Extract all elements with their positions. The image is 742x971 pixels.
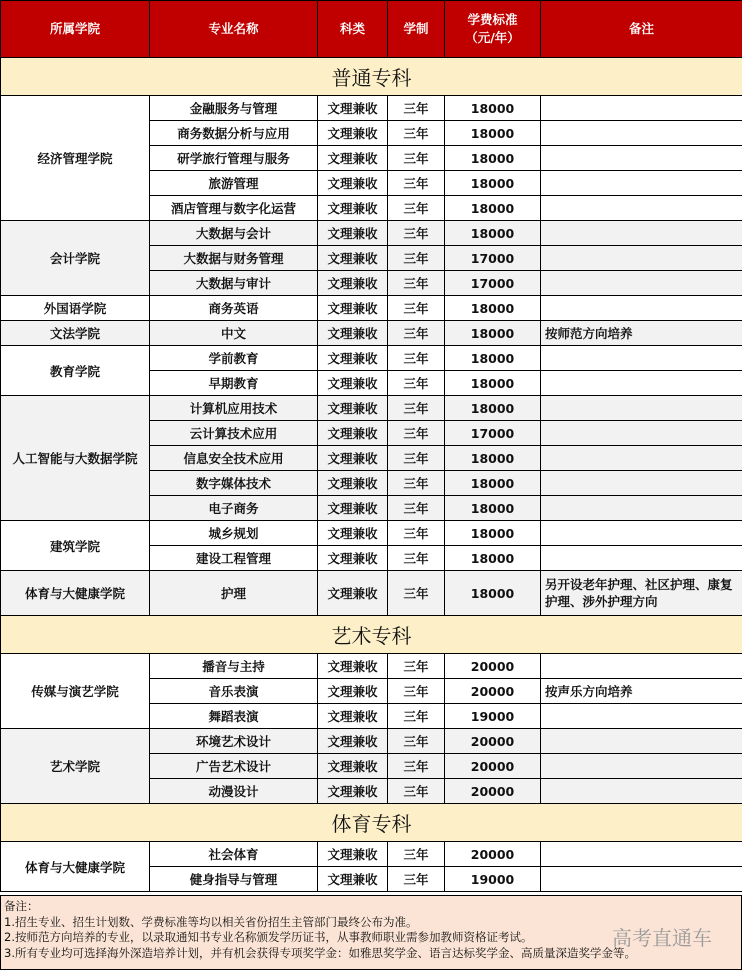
remark [541,496,742,521]
college-cell: 经济管理学院 [1,96,150,221]
tuition-fee: 18000 [445,96,541,121]
major-name: 社会体育 [150,842,318,867]
remark [541,704,742,729]
major-name: 旅游管理 [150,171,318,196]
subject-type: 文理兼收 [318,521,388,546]
college-cell: 人工智能与大数据学院 [1,396,150,521]
tuition-fee: 20000 [445,654,541,679]
major-name: 大数据与会计 [150,221,318,246]
duration: 三年 [388,146,445,171]
section-band [1,616,742,654]
section-title: 艺术专科 [1,616,742,654]
major-name: 音乐表演 [150,679,318,704]
tuition-fee: 18000 [445,146,541,171]
table-row [1,96,742,121]
major-name: 环境艺术设计 [150,729,318,754]
duration: 三年 [388,654,445,679]
subject-type: 文理兼收 [318,296,388,321]
remark [541,121,742,146]
duration: 三年 [388,221,445,246]
duration: 三年 [388,321,445,346]
section-band [1,804,742,842]
remark [541,246,742,271]
tuition-fee: 19000 [445,704,541,729]
remark [541,346,742,371]
tuition-fee: 18000 [445,571,541,616]
remark [541,546,742,571]
subject-type: 文理兼收 [318,271,388,296]
tuition-fee: 19000 [445,867,541,892]
duration: 三年 [388,842,445,867]
duration: 三年 [388,296,445,321]
tuition-fee: 17000 [445,271,541,296]
footer-note: 1.招生专业、招生计划数、学费标准等均以相关省份招生主管部门最终公布为准。 [4,914,418,929]
tuition-fee: 20000 [445,754,541,779]
remark [541,842,742,867]
duration: 三年 [388,171,445,196]
duration: 三年 [388,246,445,271]
duration: 三年 [388,867,445,892]
duration: 三年 [388,121,445,146]
college-cell: 外国语学院 [1,296,150,321]
remark: 按声乐方向培养 [541,679,742,704]
major-name: 中文 [150,321,318,346]
subject-type: 文理兼收 [318,546,388,571]
table-row [1,221,742,246]
subject-type: 文理兼收 [318,221,388,246]
major-name: 健身指导与管理 [150,867,318,892]
tuition-fee: 20000 [445,779,541,804]
subject-type: 文理兼收 [318,754,388,779]
subject-type: 文理兼收 [318,346,388,371]
tuition-fee: 18000 [445,471,541,496]
header-years: 学制 [388,1,445,58]
footer-note: 2.按师范方向培养的专业，以录取通知书专业名称颁发学历证书，从事教师职业需参加教师资格证考试。 [4,930,533,944]
major-name: 信息安全技术应用 [150,446,318,471]
major-name: 计算机应用技术 [150,396,318,421]
major-name: 播音与主持 [150,654,318,679]
major-name: 酒店管理与数字化运营 [150,196,318,221]
major-name: 商务数据分析与应用 [150,121,318,146]
major-name: 研学旅行管理与服务 [150,146,318,171]
subject-type: 文理兼收 [318,96,388,121]
table-header-row [1,1,742,58]
major-name: 早期教育 [150,371,318,396]
subject-type: 文理兼收 [318,571,388,616]
duration: 三年 [388,471,445,496]
college-cell: 艺术学院 [1,729,150,804]
subject-type: 文理兼收 [318,121,388,146]
tuition-fee: 17000 [445,421,541,446]
major-name: 城乡规划 [150,521,318,546]
tuition-fee: 18000 [445,346,541,371]
major-name: 广告艺术设计 [150,754,318,779]
section-band [1,58,742,96]
subject-type: 文理兼收 [318,371,388,396]
duration: 三年 [388,704,445,729]
college-cell: 建筑学院 [1,521,150,571]
duration: 三年 [388,271,445,296]
college-cell: 体育与大健康学院 [1,842,150,892]
section-title: 体育专科 [1,804,742,842]
duration: 三年 [388,371,445,396]
header-college: 所属学院 [1,1,150,58]
table-row [1,521,742,546]
tuition-fee: 18000 [445,296,541,321]
remark [541,654,742,679]
footer-note: 3.所有专业均可选择海外深造培养计划，并有机会获得专项奖学金：如雅思奖学金、语言达标奖学金、高质量深造奖学金等。 [4,945,636,960]
duration: 三年 [388,546,445,571]
subject-type: 文理兼收 [318,246,388,271]
subject-type: 文理兼收 [318,471,388,496]
remark: 按师范方向培养 [541,321,742,346]
subject-type: 文理兼收 [318,421,388,446]
major-name: 护理 [150,571,318,616]
duration: 三年 [388,754,445,779]
subject-type: 文理兼收 [318,842,388,867]
remark [541,371,742,396]
subject-type: 文理兼收 [318,729,388,754]
tuition-fee: 17000 [445,246,541,271]
remark [541,196,742,221]
tuition-fee: 18000 [445,321,541,346]
remark [541,729,742,754]
remark [541,779,742,804]
major-name: 数字媒体技术 [150,471,318,496]
tuition-fee: 18000 [445,171,541,196]
subject-type: 文理兼收 [318,779,388,804]
remark [541,221,742,246]
major-name: 云计算技术应用 [150,421,318,446]
table-row [1,346,742,371]
major-name: 大数据与财务管理 [150,246,318,271]
major-name: 电子商务 [150,496,318,521]
table-row [1,842,742,867]
tuition-fee: 18000 [445,496,541,521]
college-cell: 教育学院 [1,346,150,396]
duration: 三年 [388,496,445,521]
tuition-fee: 18000 [445,521,541,546]
remark [541,471,742,496]
major-name: 金融服务与管理 [150,96,318,121]
duration: 三年 [388,571,445,616]
tuition-fee: 20000 [445,842,541,867]
watermark: 高考直通车 [612,926,712,950]
subject-type: 文理兼收 [318,679,388,704]
remark [541,754,742,779]
subject-type: 文理兼收 [318,396,388,421]
duration: 三年 [388,396,445,421]
tuition-fee: 18000 [445,221,541,246]
tuition-fee: 18000 [445,121,541,146]
subject-type: 文理兼收 [318,321,388,346]
duration: 三年 [388,421,445,446]
footer-title: 备注： [4,899,39,913]
tuition-fee: 18000 [445,546,541,571]
remark [541,96,742,121]
remark: 另开设老年护理、社区护理、康复护理、涉外护理方向 [541,571,742,616]
subject-type: 文理兼收 [318,654,388,679]
subject-type: 文理兼收 [318,704,388,729]
subject-type: 文理兼收 [318,171,388,196]
header-note: 备注 [541,1,742,58]
major-name: 动漫设计 [150,779,318,804]
remark [541,396,742,421]
header-major: 专业名称 [150,1,318,58]
remark [541,421,742,446]
tuition-fee: 20000 [445,729,541,754]
subject-type: 文理兼收 [318,496,388,521]
section-title: 普通专科 [1,58,742,96]
remark [541,446,742,471]
duration: 三年 [388,679,445,704]
major-name: 大数据与审计 [150,271,318,296]
header-type: 科类 [318,1,388,58]
table-row [1,396,742,421]
remark [541,171,742,196]
subject-type: 文理兼收 [318,446,388,471]
college-cell: 会计学院 [1,221,150,296]
duration: 三年 [388,446,445,471]
tuition-fee: 18000 [445,446,541,471]
table-row [1,654,742,679]
duration: 三年 [388,346,445,371]
remark [541,296,742,321]
duration: 三年 [388,729,445,754]
table-row [1,729,742,754]
remark [541,521,742,546]
tuition-fee: 20000 [445,679,541,704]
major-name: 学前教育 [150,346,318,371]
remark [541,271,742,296]
duration: 三年 [388,196,445,221]
tuition-fee: 18000 [445,371,541,396]
remark [541,146,742,171]
tuition-fee: 18000 [445,196,541,221]
major-name: 商务英语 [150,296,318,321]
duration: 三年 [388,96,445,121]
subject-type: 文理兼收 [318,196,388,221]
remark [541,867,742,892]
table-row [1,571,742,616]
major-name: 建设工程管理 [150,546,318,571]
duration: 三年 [388,779,445,804]
duration: 三年 [388,521,445,546]
college-cell: 传媒与演艺学院 [1,654,150,729]
header-fee: 学费标准 （元/年） [445,1,541,58]
college-cell: 文法学院 [1,321,150,346]
subject-type: 文理兼收 [318,867,388,892]
table-row [1,296,742,321]
tuition-fee: 18000 [445,396,541,421]
major-name: 舞蹈表演 [150,704,318,729]
college-cell: 体育与大健康学院 [1,571,150,616]
subject-type: 文理兼收 [318,146,388,171]
table-row [1,321,742,346]
